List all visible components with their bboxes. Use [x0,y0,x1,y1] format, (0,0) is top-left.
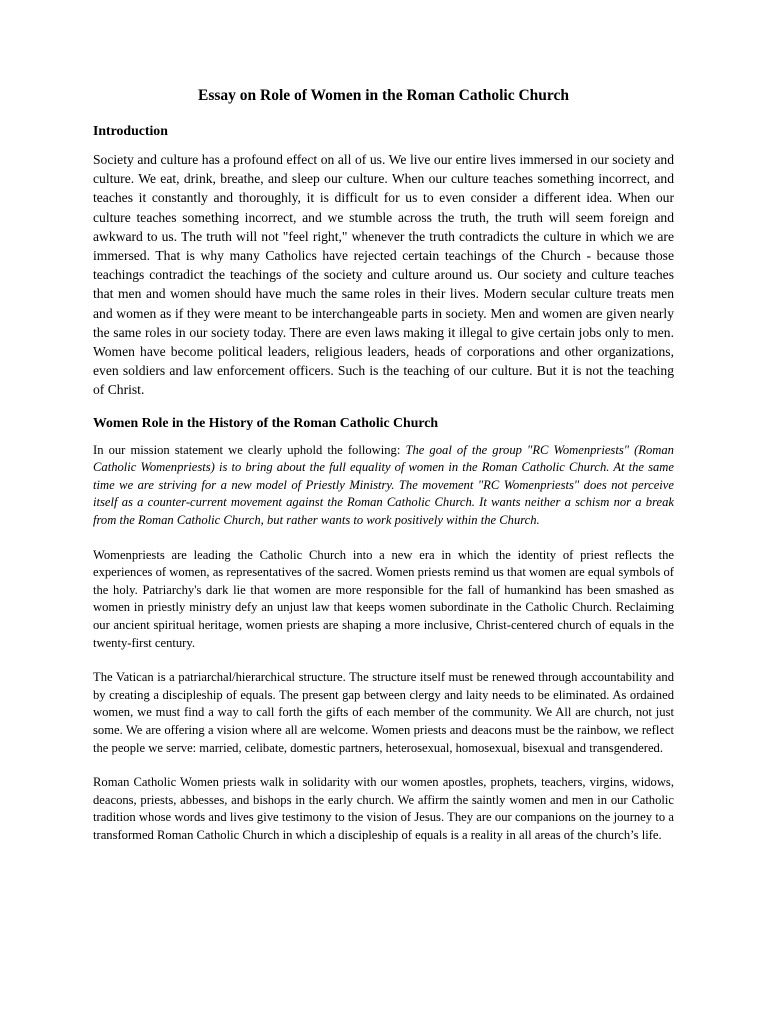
document-page [93,86,674,862]
intro-paragraph: Society and culture has a profound effect on all of us. We live our entire lives immersed in our society and culture. We eat, drink, breathe, and sleep our culture. When our culture teaches something incorrect, and teaches it constantly and thoroughly, it is difficult for us to even consider a different idea. When our culture teaches something incorrect, and we stumble across the truth, the truth will seem foreign and awkward to us. The truth will not "feel right," whenever the truth contradicts the culture in which we are immersed. That is why many Catholics have rejected certain teachings of the Church - because those teachings contradict the teachings of the society and culture around us. Our society and culture teaches that men and women should have much the same roles in their lives. Modern secular culture treats men and women as if they were meant to be interchangeable parts in society. Men and women are given nearly the same roles in our society today. There are even laws making it illegal to give certain jobs only to men. Women have become political leaders, religious leaders, heads of corporations and other organizations, even soldiers and law enforcement officers. Such is the teaching of our culture. But it is not the teaching of Christ. [93,152,674,398]
intro-heading: Introduction [93,123,168,138]
vatican-paragraph: The Vatican is a patriarchal/hierarchical structure. The structure itself must be renewed through accountability and by creating a discipleship of equals. The present gap between clergy and laity needs to be eliminated. As ordained women, we must find a way to call forth the gifts of each member of the community. We All are church, not just some. We are offering a vision where all are welcome. Women priests and deacons must be the rainbow, we reflect the people we serve: married, celibate, domestic partners, heterosexual, homosexual, bisexual and transgendered. [93,670,674,755]
mission-statement-quote: The goal of the group "RC Womenpriests" (Roman Catholic Womenpriests) is to bring about the full equality of women in the Roman Catholic Church. At the same time we are striving for a new model of Priestly Ministry. The movement "RC Womenpriests" does not perceive itself as a counter-current movement against the Roman Catholic Church. It wants neither a schism nor a break from the Roman Catholic Church, but rather wants to work positively within the Church. [93,442,674,528]
document-title: Essay on Role of Women in the Roman Catholic Church [197,87,570,104]
mission-lead: In our mission statement we clearly uphold the following: [93,442,406,457]
history-heading: Women Role in the History of the Roman Catholic Church [93,414,439,430]
womenpriests-paragraph: Womenpriests are leading the Catholic Church into a new era in which the identity of priest reflects the experiences of women, as representatives of the sacred. Women priests remind us that women are equal symbols of the holy. Patriarchy's dark lie that women are more responsible for the fall of humankind has been smashed as women in priestly ministry defy an unjust law that keeps women subordinate in the Catholic Church. Reclaiming our ancient spiritual heritage, women priests are shaping a more inclusive, Christ-centered church of equals in the twenty-first century. [93,547,674,650]
solidarity-paragraph: Roman Catholic Women priests walk in solidarity with our women apostles, prophets, teachers, virgins, widows, deacons, priests, abbesses, and bishops in the early church. We affirm the saintly women and men in our Catholic tradition whose words and lives give testimony to the vision of Jesus. They are our companions on the journey to a transformed Roman Catholic Church in which a discipleship of equals is a reality in all areas of the church’s life. [93,775,674,842]
mission-paragraph [93,442,674,530]
